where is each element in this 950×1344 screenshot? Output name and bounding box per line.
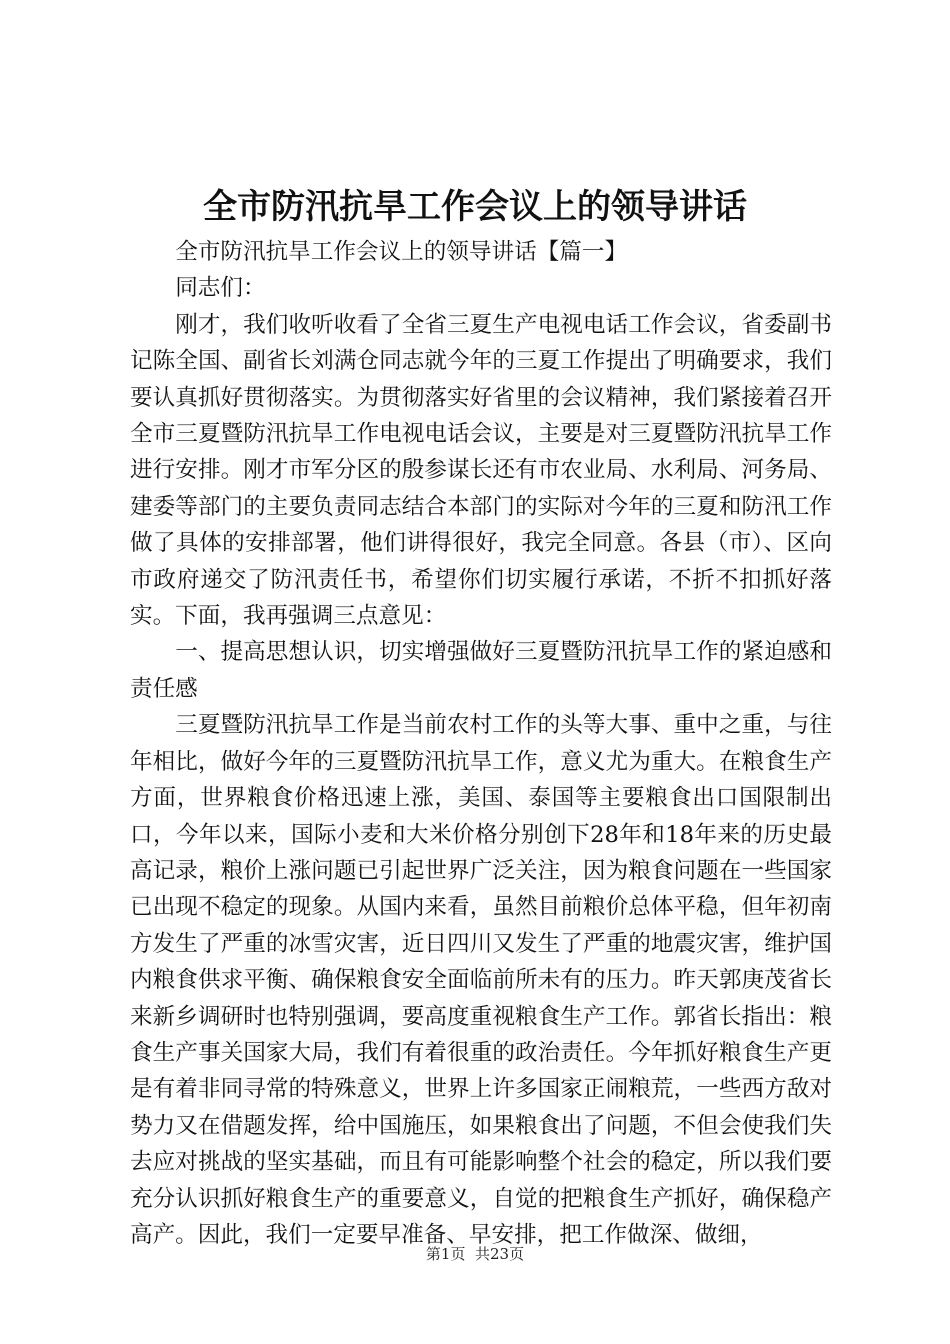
document-body	[130, 234, 832, 1253]
page-footer	[0, 1243, 950, 1265]
section-heading-paragraph: 全市防汛抗旱工作会议上的领导讲话【篇一】	[175, 239, 628, 265]
body-paragraph: 三夏暨防汛抗旱工作是当前农村工作的头等大事、重中之重，与往年相比，做好今年的三夏暨防汛抗旱工作，意义尤为重大。在粮食生产方面，世界粮食价格迅速上涨，美国、泰国等主要粮食出口国限制出口，今年以来，国际小麦和大米价格分别创下28年和18年来的历史最高记录，粮价上涨问题已引起世界广泛关注，因为粮食问题在一些国家已出现不稳定的现象。从国内来看，虽然目前粮价总体平稳，但年初南方发生了严重的冰雪灾害，近日四川又发生了严重的地震灾害，维护国内粮食供求平衡、确保粮食安全面临前所未有的压力。昨天郭庚茂省长来新乡调研时也特别强调，要高度重视粮食生产工作。郭省长指出：粮食生产事关国家大局，我们有着很重的政治责任。今年抓好粮食生产更是有着非同寻常的特殊意义，世界上许多国家正闹粮荒，一些西方敌对势力又在借题发挥，给中国施压，如果粮食出了问题，不但会使我们失去应对挑战的坚实基础，而且有可能影响整个社会的稳定，所以我们要充分认识抓好粮食生产的重要意义，自觉的把粮食生产抓好，确保稳产高产。因此，我们一定要早准备、早安排，把工作做深、做细，	[130, 712, 832, 1248]
body-paragraph: 刚才，我们收听收看了全省三夏生产电视电话工作会议，省委副书记陈全国、副省长刘满仓同志就今年的三夏工作提出了明确要求，我们要认真抓好贯彻落实。为贯彻落实好省里的会议精神，我们紧接着召开全市三夏暨防汛抗旱工作电视电话会议，主要是对三夏暨防汛抗旱工作进行安排。刚才市军分区的殷参谋长还有市农业局、水利局、河务局、建委等部门的主要负责同志结合本部门的实际对今年的三夏和防汛工作做了具体的安排部署，他们讲得很好，我完全同意。各县（市）、区向市政府递交了防汛责任书，希望你们切实履行承诺，不折不扣抓好落实。下面，我再强调三点意见：	[130, 311, 832, 630]
point-heading-paragraph: 一、提高思想认识，切实增强做好三夏暨防汛抗旱工作的紧迫感和责任感	[130, 639, 832, 702]
page-total: 共23页	[475, 1245, 525, 1263]
page-number: 第1页	[425, 1245, 466, 1263]
salutation-paragraph: 同志们：	[175, 275, 266, 302]
document-title: 全市防汛抗旱工作会议上的领导讲话	[203, 187, 747, 227]
